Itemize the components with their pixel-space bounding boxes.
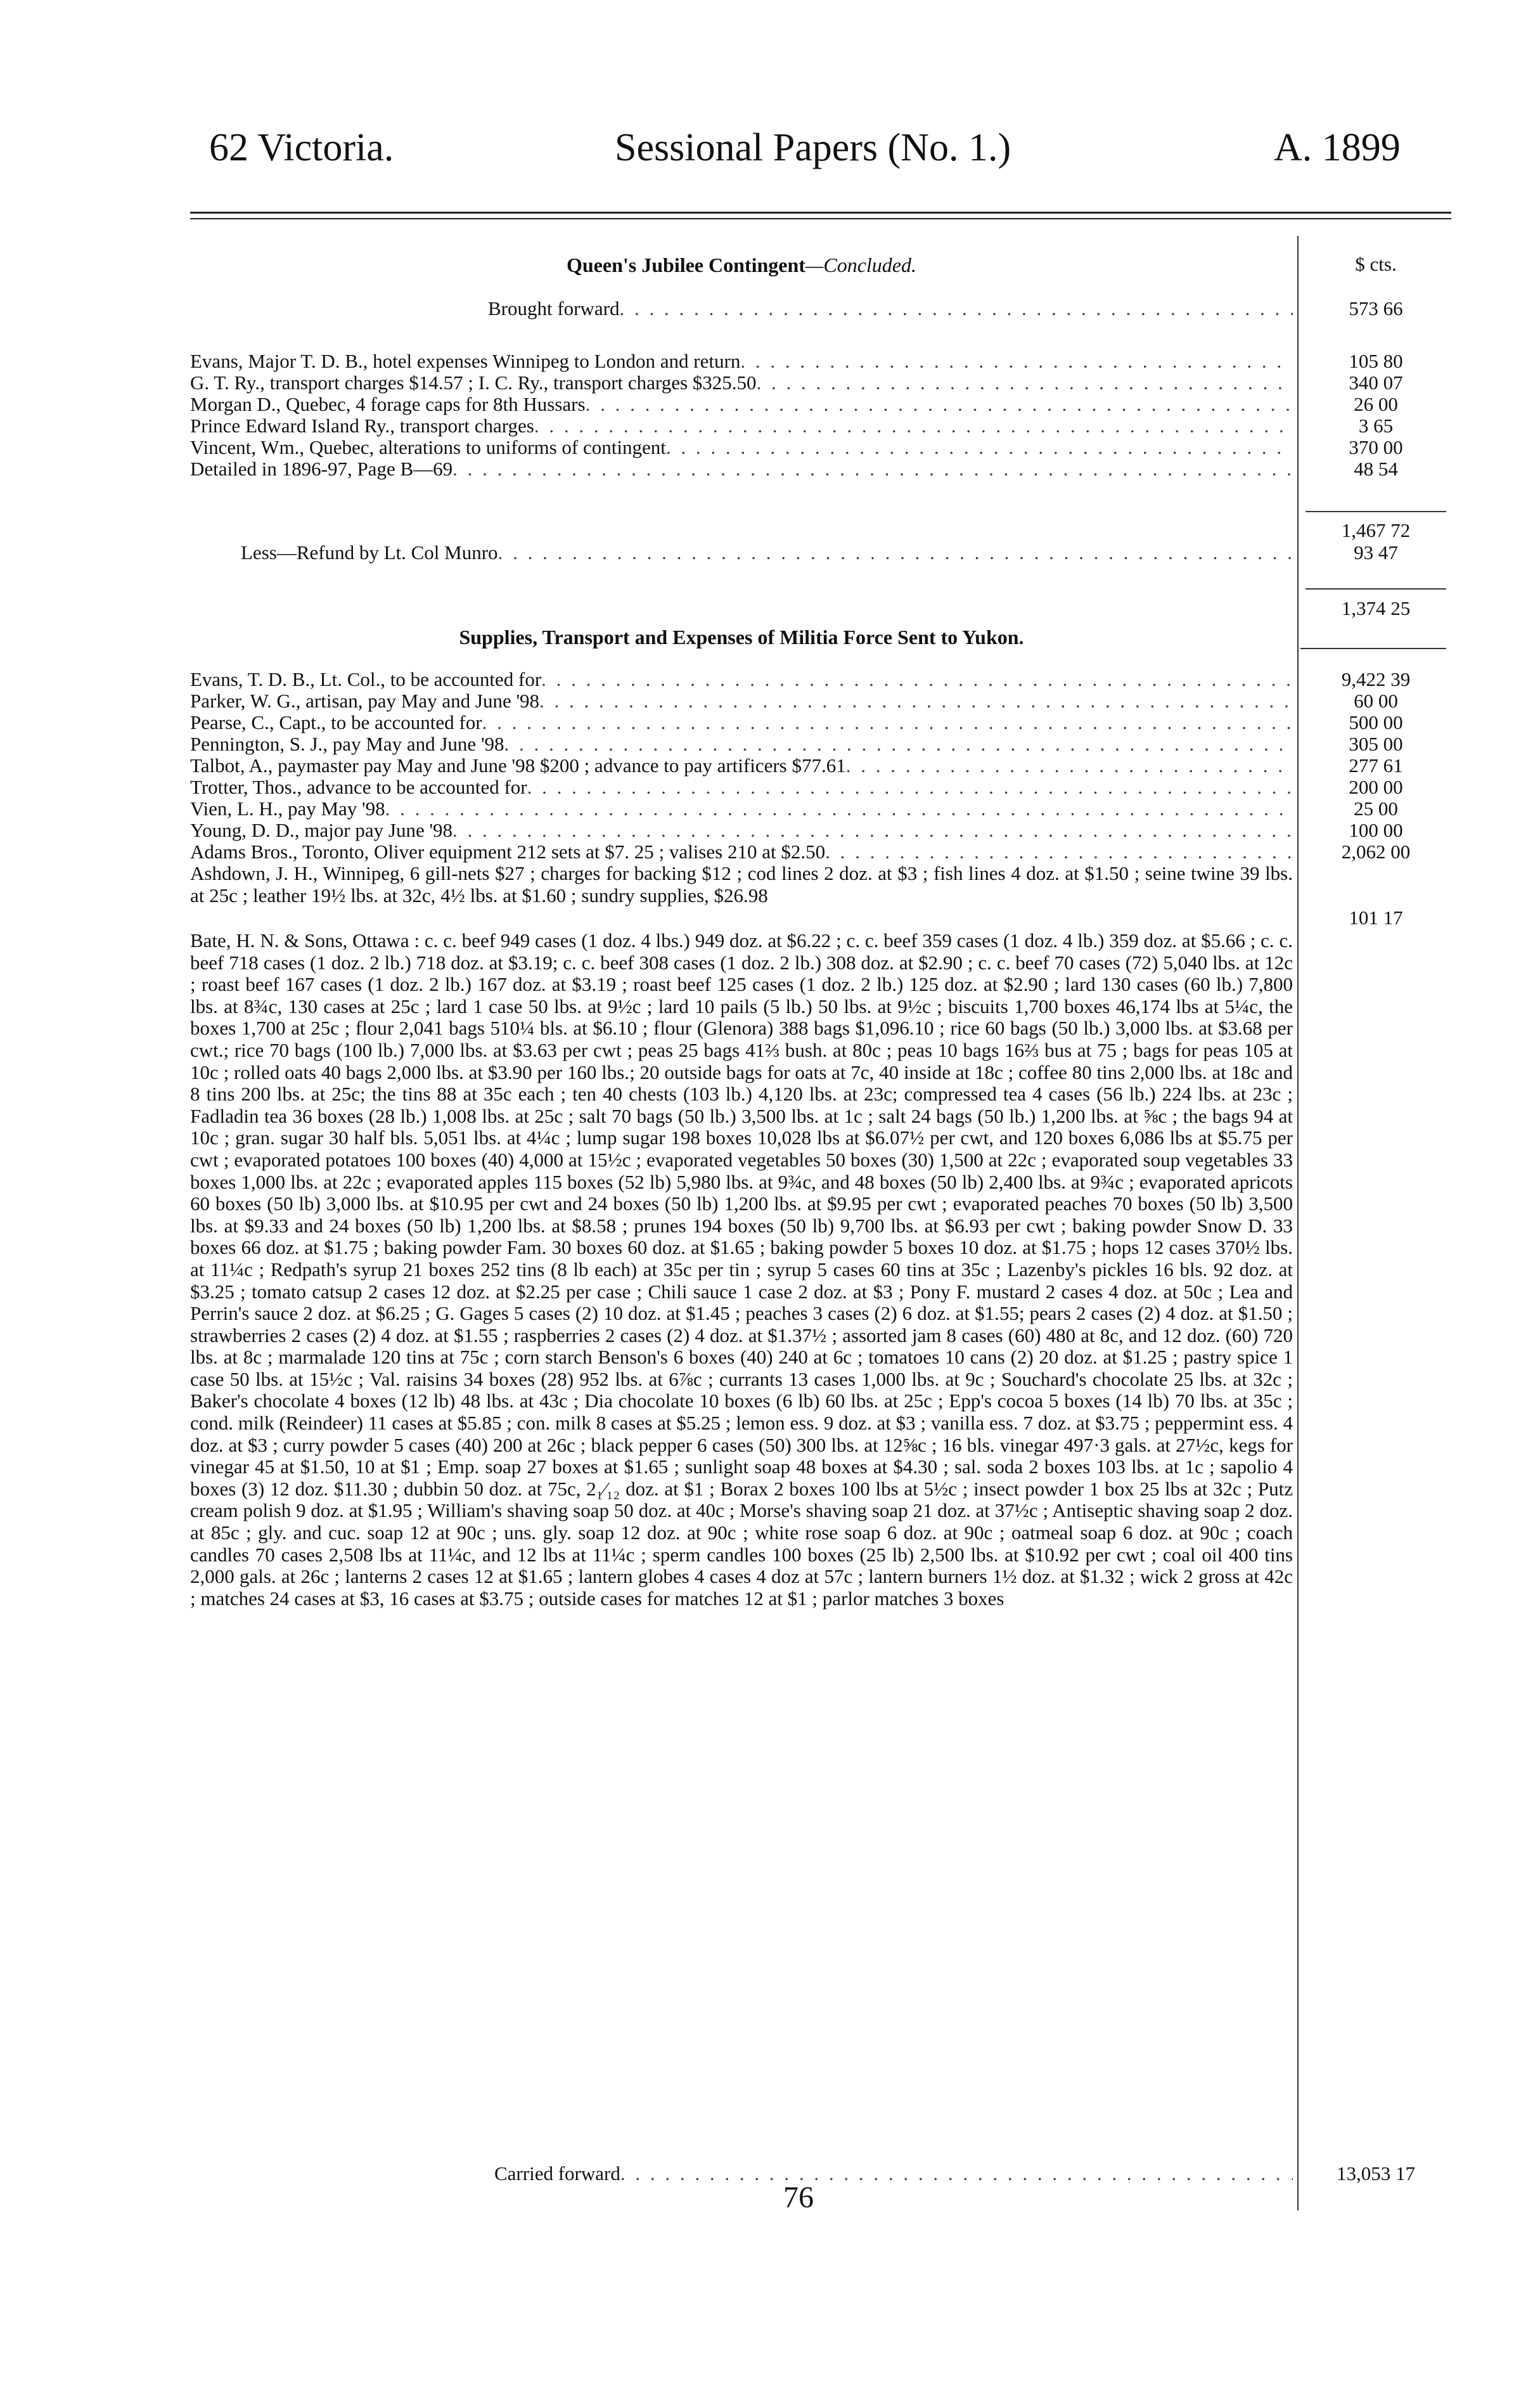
section1-entry: Vincent, Wm., Quebec, alterations to uniforms of contingent . . .	[190, 437, 1293, 458]
section2-entry: Adams Bros., Toronto, Oliver equipment 212 sets at $7. 25 ; valises 210 at $2.50 . . .	[190, 841, 1293, 863]
refund-label: Less—Refund by Lt. Col Munro	[241, 541, 498, 564]
header-center: Sessional Papers (No. 1.)	[615, 126, 1011, 169]
section2-entry-amount: 500 00	[1349, 711, 1403, 733]
dot-leader	[619, 298, 1293, 319]
total-rule	[1306, 588, 1446, 590]
section1-entry-amount: 26 00	[1354, 393, 1398, 415]
amount-column-divider	[1297, 236, 1299, 2210]
section1-entry: G. T. Ry., transport charges $14.57 ; I. C. Ry., transport charges $325.50 . . .	[190, 372, 1293, 394]
dot-leader	[498, 542, 1293, 564]
brought-forward-label: Brought forward	[488, 297, 620, 319]
section1-entry-amount: 340 07	[1349, 371, 1403, 394]
header-rule-bottom	[190, 218, 1451, 219]
brought-forward-amount: 573 66	[1349, 297, 1403, 319]
header-right: A. 1899	[1274, 126, 1401, 169]
section1-total: 1,374 25	[1341, 597, 1411, 619]
section1-entry-amount: 105 80	[1349, 350, 1403, 372]
section2-entry-amount: 200 00	[1349, 776, 1403, 798]
section2-entry: Trotter, Thos., advance to be accounted for . . .	[190, 777, 1293, 798]
page-number: 76	[783, 2181, 814, 2214]
section2-rule	[1300, 648, 1446, 649]
section2-entry-amount: 25 00	[1354, 797, 1398, 820]
section2-entry-amount: 277 61	[1349, 754, 1403, 777]
ashdown-entry: Ashdown, J. H., Winnipeg, 6 gill-nets $27 ; charges for backing $12 ; cod lines 2 doz. at $3 ; fish lines 4 doz. at $1.50 ; seine twine 39 lbs. at 25c ; leather 19½ lbs. at 32c, 4½ lbs. at $1.60 ; sundry supplies, $26.98	[190, 862, 1293, 907]
refund-amount: 93 47	[1354, 541, 1398, 564]
dot-leader	[846, 755, 1293, 777]
section1-title: Queen's Jubilee Contingent—Concluded.	[566, 254, 916, 276]
section2-entry-amount: 100 00	[1349, 819, 1403, 841]
dot-leader	[541, 669, 1293, 690]
dot-leader	[527, 777, 1293, 798]
section2-entry: Vien, L. H., pay May '98 . . .	[190, 798, 1293, 820]
dot-leader	[452, 458, 1293, 480]
dot-leader	[452, 820, 1293, 841]
section2-entry: Young, D. D., major pay June '98 . . .	[190, 820, 1293, 841]
section2-entry-amount: 60 00	[1354, 690, 1398, 712]
section1-entry: Evans, Major T. D. B., hotel expenses Winnipeg to London and return . . .	[190, 351, 1293, 372]
dot-leader	[534, 415, 1293, 437]
brought-forward-row	[190, 298, 1293, 319]
dot-leader	[740, 351, 1293, 372]
dot-leader	[504, 733, 1293, 755]
section1-entry: Detailed in 1896-97, Page B—69 . . .	[190, 458, 1293, 480]
bate-entry: Bate, H. N. & Sons, Ottawa : c. c. beef 949 cases (1 doz. 4 lbs.) 949 doz. at $6.22 ; c. c. beef 359 cases (1 doz. 4 lb.) 359 doz. at $5.66 ; c. c. beef 718 cases (1 doz. 2 lb.) 718 doz. at $3.19; c. c. beef 308 cases (1 doz. 2 lb.) 308 doz. at $2.90 ; c. c. beef 70 cases (72) 5,040 lbs. at 12c ; roast beef 167 cases (1 doz. 2 lb.) 167 doz. at $3.19 ; roast beef 125 cases (1 doz. 2 lb.) 125 doz. at $2.90 ; lard 130 cases (60 lb.) 7,800 lbs. at 8¾c, 130 cases at 25c ; lard 1 case 50 lbs. at 9½c ; lard 10 pails (5 lb.) 50 lbs. at 9½c ; biscuits 1,700 boxes 46,174 lbs at 5¼c, the boxes 1,700 at 25c ; flour 2,041 bags 510¼ bls. at $6.10 ; flour (Glenora) 388 bags $1,096.10 ; rice 60 bags (50 lb.) 3,000 lbs. at $3.68 per cwt.; rice 70 bags (100 lb.) 7,000 lbs. at $3.63 per cwt ; peas 25 bags 41⅔ bush. at 80c ; peas 10 bags 16⅔ bus at 75 ; bags for peas 105 at 10c ; rolled oats 40 bags 2,000 lbs. at $3.90 per 160 lbs.; 20 outside bags for oats at 7c, 40 inside at 18c ; coffee 80 tins 2,000 lbs. at 18c and 8 tins 200 lbs. at 25c; the tins 88 at 35c each ; ten 40 chests (103 lb.) 4,120 lbs. at 23c; compressed tea 4 cases (56 lb.) 224 lbs. at 23c ; Fadladin tea 36 boxes (28 lb.) 1,008 lbs. at 25c ; salt 70 bags (50 lb.) 3,500 lbs. at 1c ; salt 24 bags (50 lb.) 1,200 lbs. at ⅝c ; the bags 94 at 10c ; gran. sugar 30 half bls. 5,051 lbs. at 4¼c ; lump sugar 198 boxes 10,028 lbs at $6.07½ per cwt, and 120 boxes 6,086 lbs at $5.75 per cwt ; evaporated potatoes 100 boxes (40) 4,000 at 15½c ; evaporated vegetables 50 boxes (30) 1,500 at 22c ; evaporated soup vegetables 33 boxes 1,000 lbs. at 22c ; evaporated apples 115 boxes (52 lb) 5,980 lbs. at 9¾c, and 48 boxes (50 lb) 2,400 lbs. at 9¾c ; evaporated apricots 60 boxes (50 lb) 3,000 lbs. at $10.95 per cwt and 24 boxes (50 lb) 1,200 lbs. at $9.95 per cwt ; evaporated peaches 70 boxes (50 lb) 3,500 lbs. at $9.33 and 24 boxes (50 lb) 1,200 lbs. at $8.58 ; prunes 194 boxes (50 lb) 9,700 lbs. at $6.93 per cwt ; baking powder Snow D. 33 boxes 66 doz. at $1.75 ; baking powder Fam. 30 boxes 60 doz. at $1.65 ; baking powder 5 boxes 10 doz. at $1.75 ; hops 12 cases 370½ lbs. at 11¼c ; Redpath's syrup 21 boxes 252 tins (8 lb each) at 35c per tin ; syrup 5 cases 60 tins at 35c ; Lazenby's pickles 16 bls. 92 doz. at $3.25 ; tomato catsup 2 cases 12 doz. at $2.25 per case ; Chili sauce 1 case 2 doz. at $3 ; Pony F. mustard 2 cases 4 doz. at 50c ; Lea and Perrin's sauce 2 doz. at $6.25 ; G. Gages 5 cases (2) 10 doz. at $1.45 ; peaches 3 cases (2) 6 doz. at $1.55; pears 2 cases (2) 4 doz. at $1.50 ; strawberries 2 cases (2) 4 doz. at $1.55 ; raspberries 2 cases (2) 4 doz. at $1.37½ ; assorted jam 8 cases (60) 480 at 8c, and 12 doz. (60) 720 lbs. at 8c ; marmalade 120 tins at 75c ; corn starch Benson's 6 boxes (40) 240 at 6c ; tomatoes 10 cans (2) 20 doz. at $1.25 ; pastry spice 1 case 50 lbs. at 15½c ; Val. raisins 34 boxes (28) 952 lbs. at 6⅞c ; currants 13 cases 1,000 lbs. at 9c ; Souchard's chocolate 25 lbs. at 32c ; Baker's chocolate 4 boxes (12 lb) 48 lbs. at 43c ; Dia chocolate 10 boxes (6 lb) 60 lbs. at 25c ; Epp's cocoa 5 boxes (14 lb) 70 lbs. at 35c ; cond. milk (Reindeer) 11 cases at $5.85 ; con. milk 8 cases at $5.25 ; lemon ess. 9 doz. at $3 ; vanilla ess. 7 doz. at $3.75 ; peppermint ess. 4 doz. at $3 ; curry powder 5 cases (40) 200 at 26c ; black pepper 6 cases (50) 300 lbs. at 12⅝c ; 16 bls. vinegar 497·3 gals. at 27½c, kegs for vinegar 45 at $1.50, 10 at $1 ; Emp. soap 27 boxes at $1.65 ; sunlight soap 48 boxes at $4.30 ; sal. soda 2 boxes 103 lbs. at 1c ; sapolio 4 boxes (3) 12 doz. $11.30 ; dubbin 50 doz. at 75c, 2₁⁄₁₂ doz. at $1 ; Borax 2 boxes 100 lbs at 5½c ; insect powder 1 box 25 lbs at 32c ; Putz cream polish 9 doz. at $1.95 ; William's shaving soap 50 doz. at 40c ; Morse's shaving soap 21 doz. at 37½c ; Antiseptic shaving soap 2 doz. at 85c ; gly. and cuc. soap 12 at 90c ; uns. gly. soap 12 doz. at 90c ; white rose soap 6 doz. at 90c ; oatmeal soap 6 doz. at 90c ; coach candles 70 cases 2,508 lbs at 11¼c, and 12 lbs at 11¼c ; sperm candles 100 boxes (25 lb) 2,500 lbs. at $10.92 per cwt ; coal oil 400 tins 2,000 gals. at 26c ; lanterns 2 cases 12 at $1.65 ; lantern globes 4 cases 4 doz at 57c ; lantern burners 1½ doz. at $1.32 ; wick 2 gross at 42c ; matches 24 cases at $3, 16 cases at $3.75 ; outside cases for matches 12 at $1 ; parlor matches 3 boxes	[190, 930, 1293, 1610]
refund-row	[190, 542, 1293, 564]
dot-leader	[757, 372, 1293, 394]
carried-forward-row	[190, 2163, 1293, 2184]
dot-leader	[539, 690, 1293, 712]
ashdown-amount: 101 17	[1349, 907, 1403, 929]
carried-forward-label: Carried forward	[494, 2162, 620, 2184]
dot-leader	[825, 841, 1293, 863]
dot-leader	[620, 2163, 1293, 2184]
section1-entry-amount: 370 00	[1349, 436, 1403, 458]
header-left: 62 Victoria.	[209, 126, 394, 169]
dot-leader	[482, 712, 1293, 733]
dot-leader	[586, 394, 1293, 415]
section2-entry: Talbot, A., paymaster pay May and June '98 $200 ; advance to pay artificers $77.61 . . .	[190, 755, 1293, 777]
carried-forward-amount: 13,053 17	[1337, 2162, 1415, 2184]
currency-header: $ cts.	[1355, 253, 1397, 275]
section2-entry-amount: 2,062 00	[1341, 841, 1411, 863]
section2-entry: Parker, W. G., artisan, pay May and June '98 . . .	[190, 690, 1293, 712]
dot-leader	[385, 798, 1293, 820]
section1-entry-amount: 3 65	[1358, 415, 1394, 437]
section2-entry-amount: 9,422 39	[1341, 668, 1411, 690]
section2-entry-amount: 305 00	[1349, 733, 1403, 755]
section2-entry: Pennington, S. J., pay May and June '98 . . .	[190, 733, 1293, 755]
header-rule-top	[190, 212, 1451, 214]
section1-entry: Prince Edward Island Ry., transport charges . . .	[190, 415, 1293, 437]
subtotal-rule	[1306, 511, 1446, 512]
section2-entry: Evans, T. D. B., Lt. Col., to be accounted for . . .	[190, 669, 1293, 690]
dot-leader	[666, 437, 1293, 458]
section1-entry-amount: 48 54	[1354, 458, 1398, 480]
section2-title: Supplies, Transport and Expenses of Militia Force Sent to Yukon.	[459, 626, 1024, 648]
section1-subtotal: 1,467 72	[1341, 519, 1411, 541]
section1-entry: Morgan D., Quebec, 4 forage caps for 8th Hussars . . .	[190, 394, 1293, 415]
section2-entry: Pearse, C., Capt., to be accounted for . . .	[190, 712, 1293, 733]
